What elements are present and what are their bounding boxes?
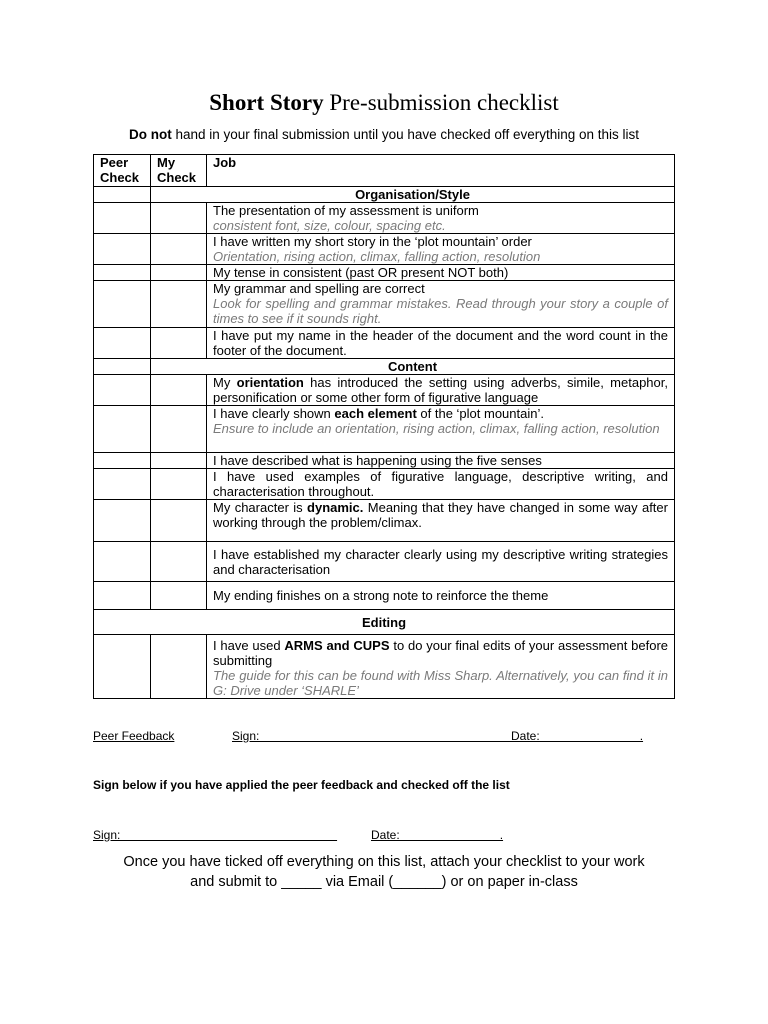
table-row bbox=[94, 203, 675, 234]
my-check-cell[interactable] bbox=[151, 281, 207, 328]
job-hint: Ensure to include an orientation, rising action, climax, falling action, resolution bbox=[213, 421, 660, 436]
job-cell: My character is dynamic. Meaning that they have changed in some way after working through the problem/climax. bbox=[207, 500, 675, 542]
peer-check-cell[interactable] bbox=[94, 203, 151, 234]
my-check-cell[interactable] bbox=[151, 469, 207, 500]
job-cell: My tense in consistent (past OR present NOT both) bbox=[207, 265, 675, 281]
job-cell: The presentation of my assessment is uniform consistent font, size, colour, spacing etc. bbox=[207, 203, 675, 234]
job-cell: My ending finishes on a strong note to reinforce the theme bbox=[207, 582, 675, 610]
job-header: Job bbox=[207, 155, 675, 187]
instructions-rest: hand in your final submission until you have checked off everything on this list bbox=[171, 127, 640, 142]
title-bold: Short Story bbox=[209, 90, 324, 115]
table-row bbox=[94, 542, 675, 582]
job-cell: My grammar and spelling are correct Look for spelling and grammar mistakes. Read through your story a couple of times to see if it sounds right. bbox=[207, 281, 675, 328]
job-hint: The guide for this can be found with Miss Sharp. Alternatively, you can find it in G: Drive under ‘SHARLE’ bbox=[213, 668, 668, 698]
section-spacer bbox=[94, 359, 151, 375]
peer-check-cell[interactable] bbox=[94, 281, 151, 328]
section-spacer bbox=[94, 187, 151, 203]
sign-note: Sign below if you have applied the peer feedback and checked off the list bbox=[93, 778, 510, 792]
table-row bbox=[94, 234, 675, 265]
title-rest: Pre-submission checklist bbox=[323, 90, 559, 115]
peer-check-cell[interactable] bbox=[94, 453, 151, 469]
my-check-cell[interactable] bbox=[151, 582, 207, 610]
peer-check-cell[interactable] bbox=[94, 635, 151, 699]
peer-check-cell[interactable] bbox=[94, 375, 151, 406]
my-check-cell[interactable] bbox=[151, 542, 207, 582]
table-row bbox=[94, 375, 675, 406]
peer-check-header: Peer Check bbox=[94, 155, 151, 187]
instructions-bold: Do not bbox=[128, 127, 172, 142]
job-cell: I have established my character clearly using my descriptive writing strategies and characterisation bbox=[207, 542, 675, 582]
my-check-cell[interactable] bbox=[151, 203, 207, 234]
instructions bbox=[0, 126, 768, 144]
section-content: Content bbox=[151, 359, 675, 375]
peer-check-cell[interactable] bbox=[94, 406, 151, 453]
job-cell: I have clearly shown each element of the ‘plot mountain’. Ensure to include an orientation, rising action, climax, falling action, resolution bbox=[207, 406, 675, 453]
job-cell: I have written my short story in the ‘plot mountain’ order Orientation, rising action, climax, falling action, resolution bbox=[207, 234, 675, 265]
section-row bbox=[94, 187, 675, 203]
section-editing: Editing bbox=[94, 610, 675, 635]
peer-check-cell[interactable] bbox=[94, 328, 151, 359]
table-row bbox=[94, 265, 675, 281]
my-check-cell[interactable] bbox=[151, 500, 207, 542]
peer-check-cell[interactable] bbox=[94, 469, 151, 500]
date-line[interactable]: Date: . bbox=[371, 828, 504, 842]
job-cell: I have described what is happening using the five senses bbox=[207, 453, 675, 469]
table-row bbox=[94, 406, 675, 453]
table-row bbox=[94, 453, 675, 469]
job-hint: Orientation, rising action, climax, falling action, resolution bbox=[213, 249, 541, 264]
peer-feedback-label: Peer Feedback bbox=[93, 729, 175, 743]
job-hint: consistent font, size, colour, spacing etc. bbox=[213, 218, 446, 233]
job-cell: My orientation has introduced the setting using adverbs, simile, metaphor, personification or some other form of figurative language bbox=[207, 375, 675, 406]
section-row bbox=[94, 610, 675, 635]
my-check-cell[interactable] bbox=[151, 234, 207, 265]
table-row bbox=[94, 281, 675, 328]
my-check-cell[interactable] bbox=[151, 406, 207, 453]
closing-line-2: and submit to _____ via Email (______) or on paper in-class bbox=[190, 874, 578, 890]
my-check-header: My Check bbox=[151, 155, 207, 187]
peer-check-cell[interactable] bbox=[94, 265, 151, 281]
section-organisation: Organisation/Style bbox=[151, 187, 675, 203]
peer-check-cell[interactable] bbox=[94, 582, 151, 610]
job-hint: Look for spelling and grammar mistakes. Read through your story a couple of times to see if it sounds right. bbox=[213, 296, 668, 326]
sign-line[interactable]: Sign: bbox=[93, 828, 338, 842]
my-check-cell[interactable] bbox=[151, 635, 207, 699]
job-cell: I have put my name in the header of the document and the word count in the footer of the document. bbox=[207, 328, 675, 359]
my-check-cell[interactable] bbox=[151, 328, 207, 359]
table-row bbox=[94, 328, 675, 359]
my-check-cell[interactable] bbox=[151, 375, 207, 406]
job-cell: I have used examples of figurative language, descriptive writing, and characterisation throughout. bbox=[207, 469, 675, 500]
peer-sign-line[interactable]: Sign: bbox=[232, 729, 513, 743]
peer-check-cell[interactable] bbox=[94, 542, 151, 582]
peer-date-line[interactable]: Date: . bbox=[511, 729, 644, 743]
closing-instructions bbox=[0, 852, 768, 892]
my-check-cell[interactable] bbox=[151, 453, 207, 469]
table-row bbox=[94, 469, 675, 500]
checklist-table bbox=[93, 154, 675, 699]
table-row bbox=[94, 500, 675, 542]
table-row bbox=[94, 582, 675, 610]
page-title bbox=[0, 88, 768, 118]
peer-check-cell[interactable] bbox=[94, 500, 151, 542]
peer-check-cell[interactable] bbox=[94, 234, 151, 265]
closing-line-1: Once you have ticked off everything on this list, attach your checklist to your work bbox=[123, 854, 645, 870]
table-row bbox=[94, 635, 675, 699]
section-row bbox=[94, 359, 675, 375]
my-check-cell[interactable] bbox=[151, 265, 207, 281]
job-cell: I have used ARMS and CUPS to do your final edits of your assessment before submitting The guide for this can be found with Miss Sharp. Alternatively, you can find it in G: Drive under ‘SHARLE’ bbox=[207, 635, 675, 699]
header-row bbox=[94, 155, 675, 187]
